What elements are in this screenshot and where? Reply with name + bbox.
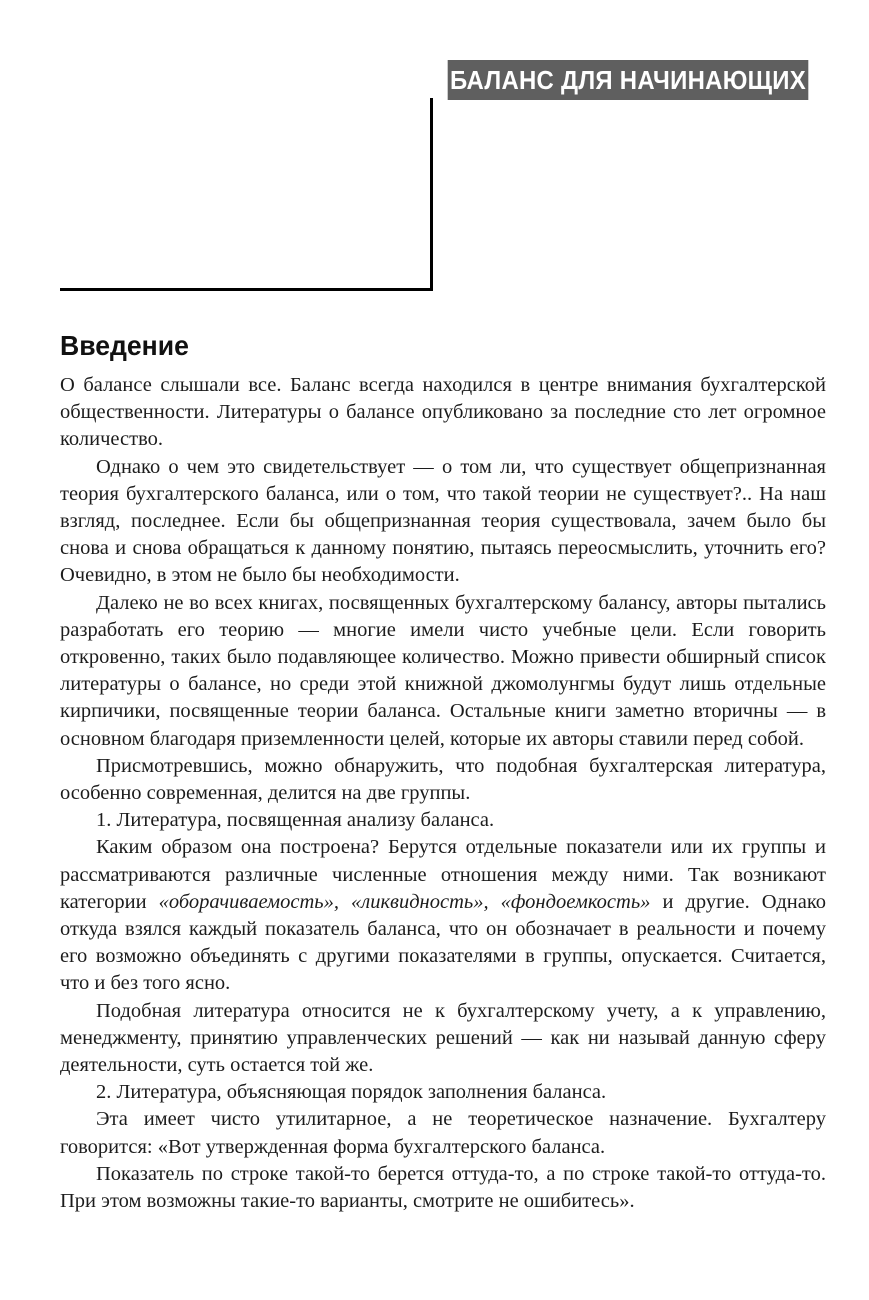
body-text: [60, 372, 826, 1215]
paragraph: Далеко не во всех книгах, посвященных бухгалтерскому балансу, авторы пытались разработать его теорию — многие имели чисто учебные цели. Если говорить откровенно, таких было подавляющее количество. Можно привести обширный список литературы о балансе, но среди этой книжной джомолунгмы будут лишь отдельные кирпичики, посвященные теории баланса. Остальные книги заметно вторичны — в основном благодаря приземленности целей, которые их авторы ставили перед собой.: [60, 591, 826, 750]
list-item: 1. Литература, посвященная анализу баланса.: [96, 809, 495, 832]
paragraph: О балансе слышали все. Баланс всегда находился в центре внимания бухгалтерской общественности. Литературы о балансе опубликовано за последние сто лет огромное количество.: [60, 374, 826, 451]
frame-horizontal-rule: [60, 288, 433, 291]
paragraph-text: Каким образом она построена? Берутся отдельные показатели или их группы и рассматриваются различные численные отношения между ними. Так возникают категории: [60, 836, 826, 913]
list-item: 2. Литература, объясняющая порядок заполнения баланса.: [96, 1081, 607, 1104]
paragraph: Однако о чем это свидетельствует — о том ли, что существует общепризнанная теория бухгалтерского баланса, или о том, что такой теории не существует?.. На наш взгляд, последнее. Если бы общепризнанная теория существовала, зачем было бы снова и снова обращаться к данному понятию, пытаясь переосмыслить, уточнить его? Очевидно, в этом не было бы необходимости.: [60, 455, 826, 587]
paragraph: Присмотревшись, можно обнаружить, что подобная бухгалтерская литература, особенно современная, делится на две группы.: [60, 754, 826, 805]
paragraph: Подобная литература относится не к бухгалтерскому учету, а к управлению, менеджменту, принятию управленческих решений — как ни называй данную сферу деятельности, суть остается той же.: [60, 999, 826, 1077]
section-title: Введение: [60, 330, 189, 361]
paragraph: Показатель по строке такой-то берется оттуда-то, а по строке такой-то оттуда-то. При этом возможны такие-то варианты, смотрите не ошибитесь».: [60, 1162, 826, 1213]
italic-terms: «оборачиваемость», «ликвидность», «фондоемкость»: [158, 890, 651, 913]
frame-vertical-rule: [430, 98, 433, 291]
running-header: БАЛАНС ДЛЯ НАЧИНАЮЩИХ: [448, 60, 809, 100]
paragraph-text: и другие. Однако откуда взялся каждый показатель баланса, что он обозначает в реальности и почему его возможно объединять с другими показателями в группы, опускается. Считается, что и без того ясно.: [60, 890, 826, 995]
paragraph: [60, 834, 826, 997]
paragraph: Эта имеет чисто утилитарное, а не теоретическое назначение. Бухгалтеру говорится: «Вот утвержденная форма бухгалтерского баланса.: [60, 1108, 826, 1158]
